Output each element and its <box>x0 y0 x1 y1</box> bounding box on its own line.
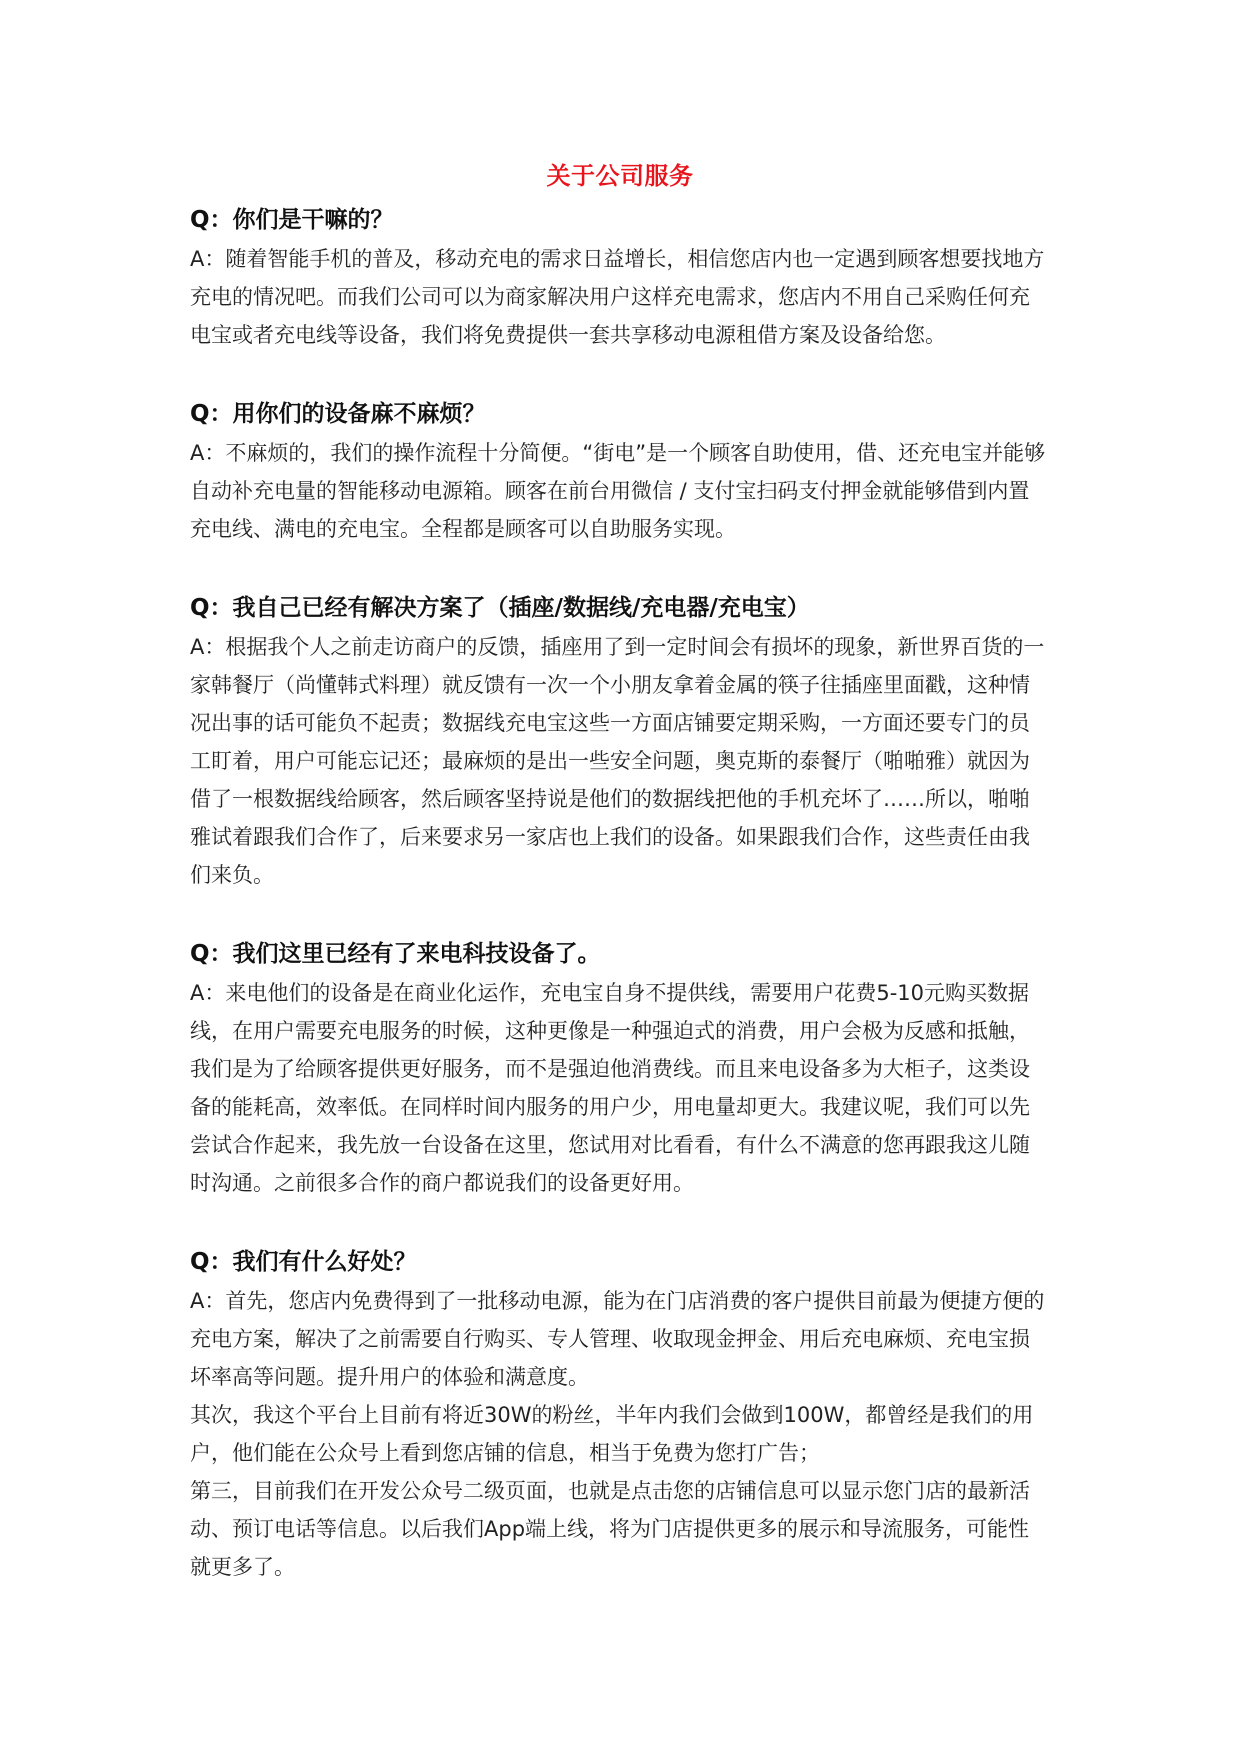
answer-4: A：来电他们的设备是在商业化运作，充电宝自身不提供线，需要用户花费5-10元购买数据线，在用户需要充电服务的时候，这种更像是一种强迫式的消费，用户会极为反感和抵触，我们是为了给顾客提供更好服务，而不是强迫他消费线。而且来电设备多为大柜子，这类设备的能耗高，效率低。在同样时间内服务的用户少，用电量却更大。我建议呢，我们可以先尝试合作起来，我先放一台设备在这里，您试用对比看看，有什么不满意的您再跟我这儿随时沟通。之前很多合作的商户都说我们的设备更好用。 <box>190 981 1030 1195</box>
question-3: Q：我自己已经有解决方案了（插座/数据线/充电器/充电宝） <box>190 595 810 621</box>
question-5: Q：我们有什么好处？ <box>190 1249 417 1275</box>
qa-item <box>190 394 1050 548</box>
answer-5-paragraph-2: 其次，我这个平台上目前有将近30W的粉丝，半年内我们会做到100W，都曾经是我们的用户，他们能在公众号上看到您店铺的信息，相当于免费为您打广告； <box>190 1403 1034 1465</box>
answer-1: A：随着智能手机的普及，移动充电的需求日益增长，相信您店内也一定遇到顾客想要找地方充电的情况吧。而我们公司可以为商家解决用户这样充电需求，您店内不用自己采购任何充电宝或者充电线等设备，我们将免费提供一套共享移动电源租借方案及设备给您。 <box>190 247 1045 347</box>
question-4: Q：我们这里已经有了来电科技设备了。 <box>190 941 601 967</box>
qa-item <box>190 1242 1050 1586</box>
document-title: 关于公司服务 <box>546 162 694 190</box>
answer-5-paragraph-3: 第三，目前我们在开发公众号二级页面，也就是点击您的店铺信息可以显示您门店的最新活动、预订电话等信息。以后我们App端上线，将为门店提供更多的展示和导流服务，可能性就更多了。 <box>190 1479 1030 1579</box>
qa-item <box>190 200 1050 354</box>
qa-item <box>190 934 1050 1202</box>
question-2: Q：用你们的设备麻不麻烦？ <box>190 401 486 427</box>
question-1: Q：你们是干嘛的？ <box>190 207 394 233</box>
qa-item <box>190 588 1050 894</box>
answer-5-paragraph-1: A：首先，您店内免费得到了一批移动电源，能为在门店消费的客户提供目前最为便捷方便的充电方案，解决了之前需要自行购买、专人管理、收取现金押金、用后充电麻烦、充电宝损坏率高等问题。提升用户的体验和满意度。 <box>190 1289 1045 1389</box>
answer-3: A：根据我个人之前走访商户的反馈，插座用了到一定时间会有损坏的现象，新世界百货的一家韩餐厅（尚懂韩式料理）就反馈有一次一个小朋友拿着金属的筷子往插座里面戳，这种情况出事的话可能负不起责；数据线充电宝这些一方面店铺要定期采购，一方面还要专门的员工盯着，用户可能忘记还；最麻烦的是出一些安全问题，奥克斯的泰餐厅（啪啪雅）就因为借了一根数据线给顾客，然后顾客坚持说是他们的数据线把他的手机充坏了……所以，啪啪雅试着跟我们合作了，后来要求另一家店也上我们的设备。如果跟我们合作，这些责任由我们来负。 <box>190 635 1045 887</box>
answer-2: A：不麻烦的，我们的操作流程十分简便。“街电”是一个顾客自助使用，借、还充电宝并能够自动补充电量的智能移动电源箱。顾客在前台用微信 / 支付宝扫码支付押金就能够借到内置充电线、满电的充电宝。全程都是顾客可以自助服务实现。 <box>190 441 1046 541</box>
